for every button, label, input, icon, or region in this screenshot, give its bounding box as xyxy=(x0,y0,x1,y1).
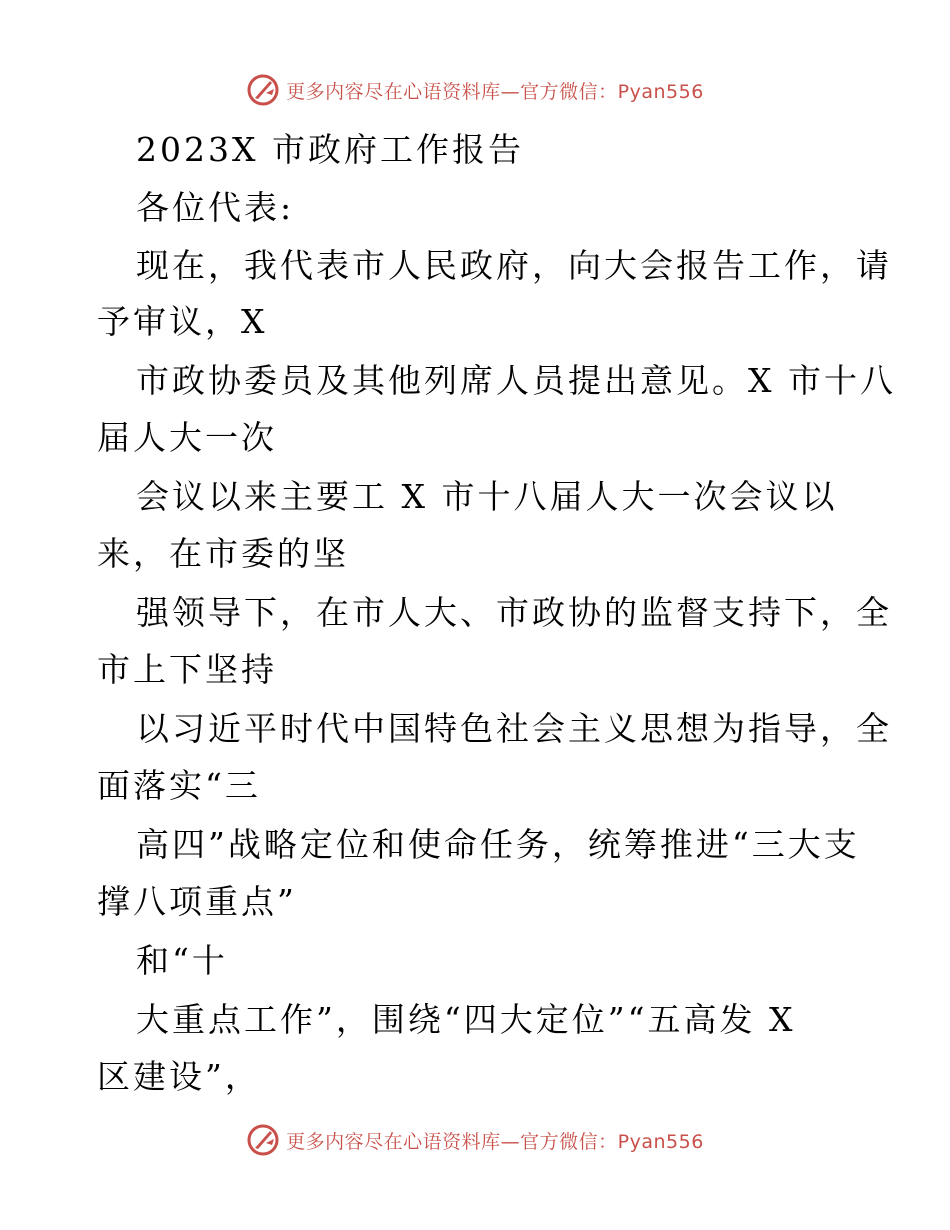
watermark-text: 更多内容尽在心语资料库—官方微信：Pyan556 xyxy=(286,80,704,103)
text-line: 会议以来主要工 X 市十八届人大一次会议以 xyxy=(136,477,838,516)
text-line: 强领导下，在市人大、市政协的监督支持下，全 xyxy=(136,593,892,632)
text-line: 来，在市委的坚 xyxy=(97,534,349,573)
watermark-banner-bottom xyxy=(0,1120,950,1160)
text-line: 高四”战略定位和使命任务，统筹推进“三大支 xyxy=(136,825,860,864)
document-title: 2023X 市政府工作报告 xyxy=(136,130,524,169)
text-line: 届人大一次 xyxy=(97,418,277,457)
text-line: 市上下坚持 xyxy=(97,650,277,689)
text-line: 和“十 xyxy=(136,941,228,980)
text-line: 面落实“三 xyxy=(97,766,261,805)
text-line: 撑八项重点” xyxy=(97,882,297,921)
text-line: 大重点工作”，围绕“四大定位”“五高发 X xyxy=(136,1000,796,1039)
text-line: 以习近平时代中国特色社会主义思想为指导，全 xyxy=(136,709,892,748)
text-line: 区建设”， xyxy=(97,1057,261,1096)
text-line: 现在，我代表市人民政府，向大会报告工作，请 xyxy=(136,246,892,285)
text-line: 予审议，X xyxy=(97,302,268,341)
watermark-text: 更多内容尽在心语资料库—官方微信：Pyan556 xyxy=(286,1130,704,1153)
salutation: 各位代表: xyxy=(136,188,295,227)
text-line: 市政协委员及其他列席人员提出意见。X 市十八 xyxy=(136,361,896,400)
quill-circle-logo-icon xyxy=(246,1123,280,1157)
